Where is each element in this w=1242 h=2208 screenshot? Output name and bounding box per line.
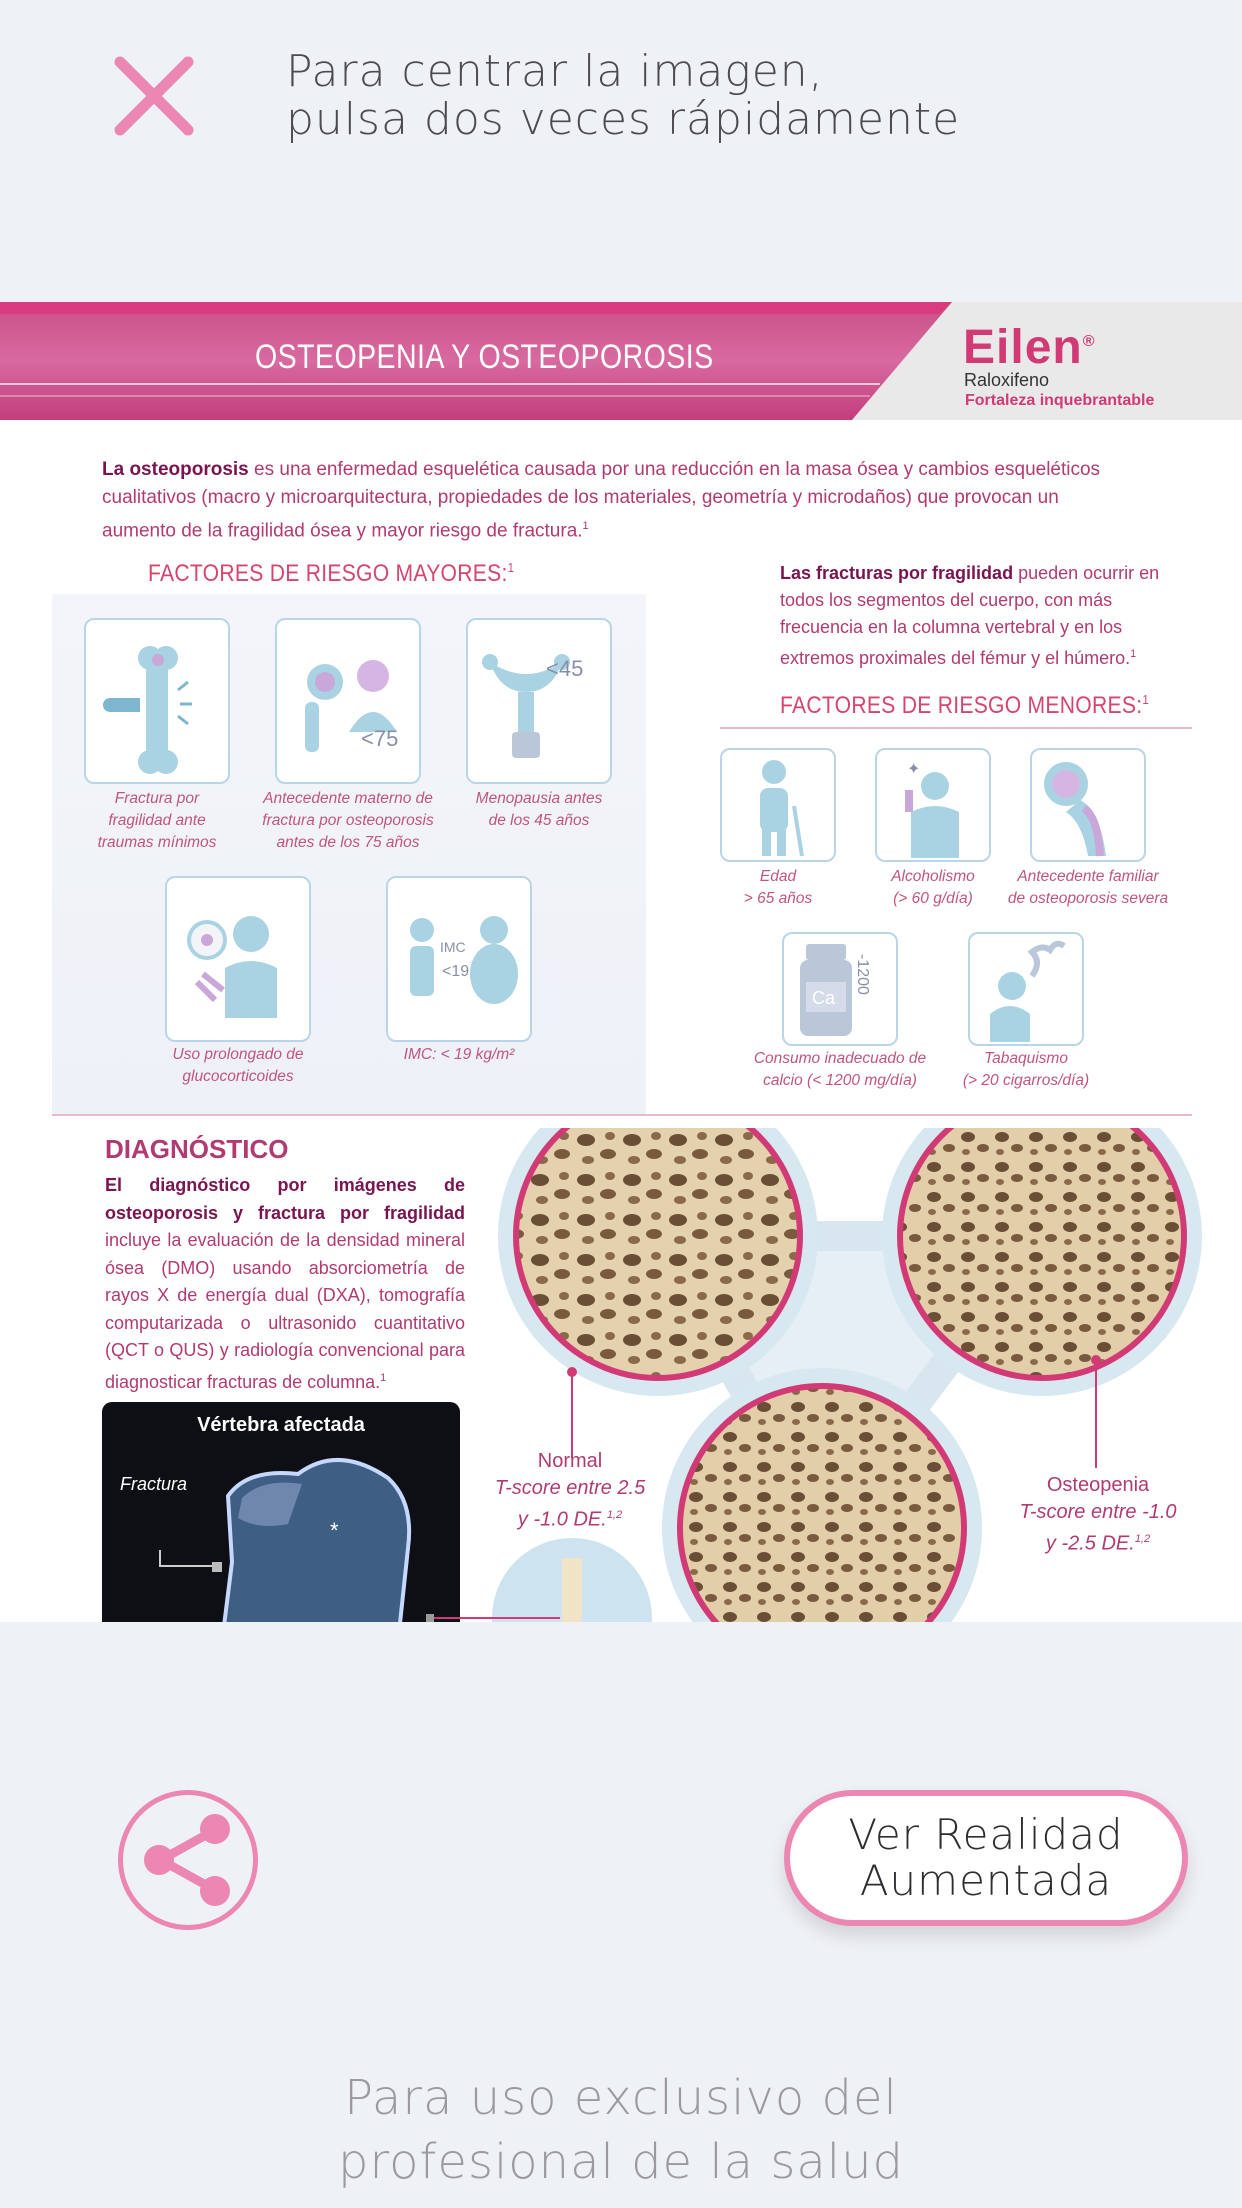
divider [52, 1114, 1192, 1116]
hint-line-2: pulsa dos veces rápidamente [286, 94, 961, 145]
minor-caption [855, 866, 1011, 910]
calcium-side-label: -1200 [854, 954, 871, 995]
document-image[interactable] [0, 302, 1242, 1622]
bmi-badge-top: IMC [440, 939, 466, 955]
minor-caption-line2: de osteoporosis severa [1007, 890, 1169, 907]
minor-title-text: FACTORES DE RIESGO MENORES: [780, 692, 1143, 719]
normal-label [480, 1448, 660, 1534]
vertebra-outline [102, 1402, 460, 1622]
brand-reg: ® [1082, 333, 1096, 350]
xray-fracture-label: Fractura [120, 1474, 188, 1494]
major-caption: Antecedente materno de fractura por osteoporosis antes de los 75 años [262, 790, 434, 851]
osteopenia-label [1008, 1472, 1188, 1558]
normal-title: Normal [537, 1450, 603, 1472]
double-tap-hint [286, 48, 960, 144]
xray-star: * [330, 1518, 339, 1543]
top-bar [0, 0, 1242, 300]
uterus-icon [468, 620, 610, 782]
minor-caption-line2: calcio (< 1200 mg/día) [763, 1072, 917, 1089]
ar-button-line-1: Ver Realidad [848, 1810, 1124, 1859]
document-banner [0, 302, 1242, 420]
major-factor-card [466, 618, 612, 784]
close-icon[interactable] [110, 52, 198, 140]
minor-caption-line1: Consumo inadecuado de [753, 1050, 927, 1067]
major-caption: Fractura por fragilidad ante traumas mínimos [97, 790, 217, 851]
menopause-badge: <45 [546, 656, 584, 681]
normal-score-2: y -1.0 DE. [517, 1508, 607, 1531]
xray-title: Vértebra afectada [197, 1414, 365, 1436]
bottom-bar [0, 1622, 1242, 2208]
brand-tagline: Fortaleza inquebrantable [965, 392, 1155, 409]
xray-connector [420, 1582, 570, 1622]
fracture-icon [86, 620, 228, 782]
fragility-ref: 1 [1130, 648, 1137, 660]
maternal-badge: <75 [361, 726, 399, 751]
diag-bold: El diagnóstico por imágenes de osteoporosis y fractura por fragilidad [105, 1175, 465, 1223]
maternal-history-icon [277, 620, 419, 782]
intro-text: es una enfermedad esquelética causada por una reducción en la masa ósea y cambios esqueléticos cualitativos (macro y microarquitectura, propiedades de los materiales, geometría y microdaños) que provocan un aumento de la fragilidad ósea y mayor riesgo de fractura. [102, 459, 1101, 542]
intro-bold: La osteoporosis [102, 459, 249, 480]
minor-factors-title [780, 692, 1149, 720]
alcohol-icon [877, 750, 989, 860]
minor-caption [928, 1048, 1124, 1092]
major-ref: 1 [507, 560, 515, 575]
bmi-icon [388, 878, 530, 1040]
banner-title: OSTEOPENIA Y OSTEOPOROSIS [255, 338, 714, 376]
major-title-text: FACTORES DE RIESGO MAYORES: [148, 560, 508, 587]
normal-ref: 1,2 [606, 1509, 623, 1521]
legal-line-2: profesional de la salud [338, 2134, 904, 2190]
share-button[interactable] [118, 1790, 258, 1930]
augmented-reality-button[interactable] [784, 1790, 1188, 1926]
svg-text:✦: ✦ [907, 761, 921, 778]
divider [720, 727, 1192, 729]
ar-button-line-2: Aumentada [859, 1856, 1113, 1905]
minor-caption-line1: Alcoholismo [891, 868, 975, 885]
major-caption: Menopausia antes de los 45 años [475, 790, 603, 829]
fragility-paragraph [780, 560, 1180, 672]
glucocorticoid-icon [167, 878, 309, 1040]
minor-factor-card [782, 932, 898, 1046]
minor-caption-line2: (> 60 g/día) [893, 890, 973, 907]
major-factor-card [165, 876, 311, 1042]
major-factor-card [84, 618, 230, 784]
hint-line-1: Para centrar la imagen, [286, 46, 824, 97]
minor-caption [990, 866, 1186, 910]
major-factors-title [148, 560, 514, 588]
minor-caption-line2: > 65 años [743, 890, 813, 907]
major-factor-card [275, 618, 421, 784]
diagnosis-title: DIAGNÓSTICO [105, 1134, 289, 1164]
brand-subtitle: Raloxifeno [964, 370, 1050, 390]
minor-caption-line1: Tabaquismo [984, 1050, 1068, 1067]
minor-caption [742, 1048, 938, 1092]
share-icon [123, 1795, 253, 1925]
elderly-icon [722, 750, 834, 860]
normal-score-1: T-score entre 2.5 [494, 1477, 646, 1499]
intro-ref: 1 [582, 520, 589, 532]
intro-paragraph [102, 456, 1132, 545]
smoking-icon [970, 934, 1082, 1044]
osteopenia-ref: 1,2 [1134, 1533, 1151, 1545]
minor-caption [700, 866, 856, 910]
diagnosis-paragraph [105, 1172, 465, 1396]
minor-factor-card [968, 932, 1084, 1046]
minor-factor-card [875, 748, 991, 862]
brand-logo [963, 320, 1096, 375]
calcium-icon [784, 934, 896, 1044]
minor-factor-card [1030, 748, 1146, 862]
bmi-badge: <19 [442, 963, 470, 980]
major-caption: IMC: < 19 kg/m² [403, 1046, 515, 1063]
bone-family-icon [1032, 750, 1144, 860]
minor-caption-line2: (> 20 cigarros/día) [962, 1072, 1090, 1089]
minor-factor-card [720, 748, 836, 862]
legal-disclaimer [0, 2066, 1242, 2194]
fragility-bold: Las fracturas por fragilidad [780, 563, 1014, 583]
osteopenia-score-1: T-score entre -1.0 [1019, 1501, 1177, 1523]
calcium-badge: Ca [812, 988, 836, 1008]
fragility-text: pueden ocurrir en todos los segmentos del cuerpo, con más frecuencia en la columna vertebral y en los extremos proximales del fémur y el húmero. [780, 563, 1160, 668]
diag-ref: 1 [380, 1371, 387, 1384]
osteopenia-score-2: y -2.5 DE. [1045, 1532, 1135, 1555]
minor-caption-line1: Antecedente familiar [1017, 868, 1159, 885]
brand-name: Eilen [963, 321, 1083, 374]
major-factor-card [386, 876, 532, 1042]
major-caption: Uso prolongado de glucocorticoides [172, 1046, 304, 1085]
diag-text: incluye la evaluación de la densidad mineral ósea (DMO) usando absorciometría de rayos X de energía dual (DXA), tomografía computarizada o ultrasonido cuantitativo (QCT o QUS) y radiología convencional para diagnosticar fracturas de columna. [105, 1230, 465, 1392]
osteopenia-title: Osteopenia [1046, 1474, 1150, 1496]
minor-caption-line1: Edad [759, 868, 797, 885]
xray-image [102, 1402, 460, 1622]
minor-ref: 1 [1142, 692, 1149, 707]
legal-line-1: Para uso exclusivo del [344, 2070, 898, 2126]
